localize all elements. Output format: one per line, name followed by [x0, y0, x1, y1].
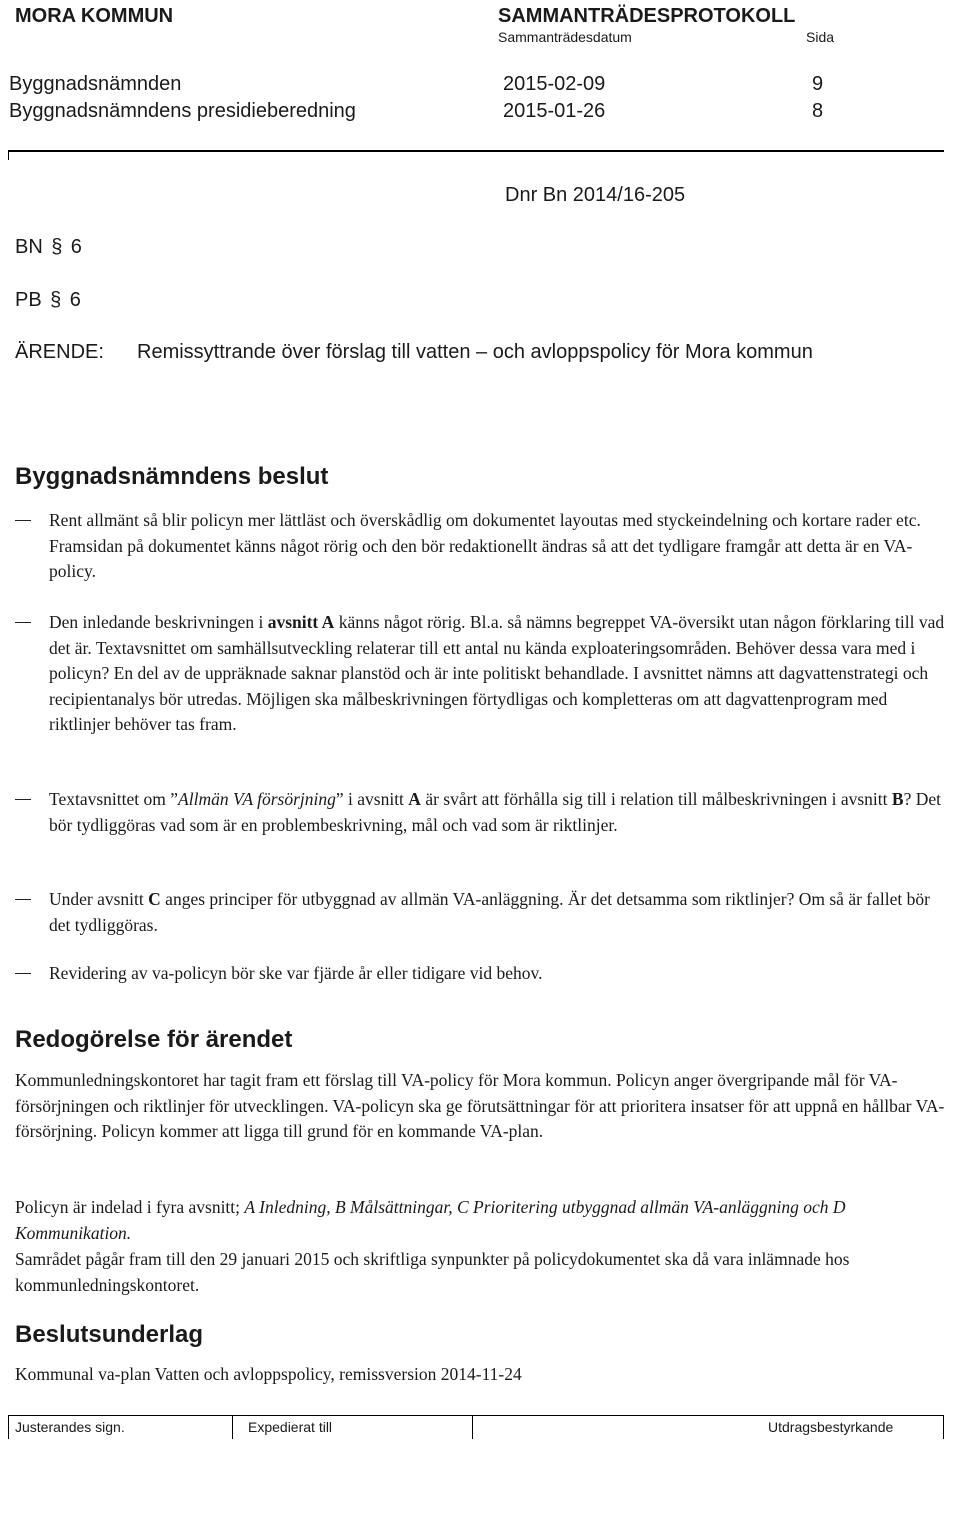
org-name: MORA KOMMUN	[15, 5, 174, 27]
bn-label: BN	[15, 236, 43, 258]
pb-label: PB	[15, 289, 42, 311]
list-item: Textavsnittet om ”Allmän VA försörjning” i avsnitt A är svårt att förhålla sig till i relation till målbeskrivningen i avsnitt B? Det bör tydliggöras vad som är en problembeskrivning, mål och vad som är riktlinjer.	[15, 787, 945, 838]
section-heading-beslut	[15, 463, 328, 491]
underlag-text: Kommunal va-plan Vatten och avloppspolicy, remissversion 2014-11-24	[15, 1364, 522, 1384]
footer-rule	[8, 1415, 944, 1416]
header-rule	[8, 150, 944, 152]
section-heading-underlag	[15, 1321, 203, 1349]
footer-justerandes: Justerandes sign.	[15, 1419, 125, 1435]
dash-bullet	[15, 799, 31, 800]
page-number-2: 8	[812, 100, 824, 122]
body-name-2: Byggnadsnämndens presidieberedning	[9, 100, 356, 122]
footer-utdrag: Utdragsbestyrkande	[768, 1419, 894, 1435]
dash-bullet	[15, 622, 31, 623]
list-item: Revidering av va-policyn bör ske var fjärde år eller tidigare vid behov.	[15, 961, 945, 987]
list-item: Rent allmänt så blir policyn mer lättläst och överskådlig om dokumentet layoutas med styckeindelning och kortare rader etc. Framsidan på dokumentet känns något rörig och den bör redaktionellt ändras så att det tydligare framgår att detta är en VA-policy.	[15, 508, 945, 585]
bn-paragraph	[15, 236, 82, 259]
section-sign: §	[50, 289, 62, 311]
list-item: Den inledande beskrivningen i avsnitt A känns något rörig. Bl.a. så nämns begreppet VA-översikt utan någon förklaring till vad det är. Textavsnittet om samhällsutveckling relaterar till ett antal nu kända exploateringsområden. Behöver dessa vara med i policyn? En del av de uppräknade saknar planstöd och är inte politiskt behandlade. I avsnittet nämns att dagvattenstrategi och recipientanalys bör utredas. Möjligen ska målbeskrivningen förtydligas och kompletteras om att dagvattenprogram med riktlinjer behöver tas fram.	[15, 610, 945, 738]
page-number-1: 9	[812, 73, 824, 95]
section-heading-redogorelse	[15, 1026, 292, 1054]
document-type: SAMMANTRÄDESPROTOKOLL	[498, 5, 796, 27]
samrad-paragraph: Samrådet pågår fram till den 29 januari 2015 och skriftliga synpunkter på policydokumentet ska då vara inlämnade hos kommunledningskontoret.	[15, 1249, 850, 1295]
policy-sections-paragraph: Policyn är indelad i fyra avsnitt; A Inledning, B Målsättningar, C Prioritering utbyggnad allmän VA-anläggning och D Kommunikation.	[15, 1197, 846, 1243]
beslut-list	[15, 887, 945, 938]
arende-text: Remissyttrande över förslag till vatten – och avloppspolicy för Mora kommun	[137, 341, 813, 363]
page-column-label: Sida	[806, 29, 835, 45]
footer-divider	[8, 1415, 9, 1439]
header-rule-tick	[8, 150, 9, 160]
section-sign: §	[51, 236, 63, 258]
date-column-label: Sammanträdesdatum	[498, 29, 632, 45]
dash-bullet	[15, 973, 31, 974]
beslut-list	[15, 508, 945, 585]
beslut-list	[15, 787, 945, 838]
beslut-list	[15, 961, 945, 987]
body-name-1: Byggnadsnämnden	[9, 73, 182, 95]
dnr: Dnr Bn 2014/16-205	[505, 184, 686, 206]
footer-divider	[472, 1415, 473, 1439]
meeting-date-2: 2015-01-26	[503, 100, 606, 122]
footer-divider	[232, 1415, 233, 1439]
pb-paragraph	[15, 289, 81, 312]
dash-bullet	[15, 899, 31, 900]
arende-label: ÄRENDE:	[15, 341, 104, 363]
underlag-heading: Beslutsunderlag	[15, 1321, 204, 1348]
meeting-date-1: 2015-02-09	[503, 73, 606, 95]
dash-bullet	[15, 520, 31, 521]
pb-number: 6	[69, 289, 81, 311]
beslut-heading: Byggnadsnämndens beslut	[15, 463, 329, 490]
list-item: Under avsnitt C anges principer för utbyggnad av allmän VA-anläggning. Är det detsamma som riktlinjer? Om så är fallet bör det tydliggöras.	[15, 887, 945, 938]
redogorelse-paragraph: Kommunledningskontoret har tagit fram ett förslag till VA-policy för Mora kommun. Policyn anger övergripande mål för VA-försörjningen och riktlinjer för utvecklingen. VA-policyn ska ge förutsättningar för att prioritera insatser för att uppnå en hållbar VA-försörjning. Policyn kommer att ligga till grund för en kommande VA-plan.	[15, 1070, 945, 1141]
beslut-list	[15, 610, 945, 738]
bn-number: 6	[70, 236, 82, 258]
redogorelse-heading: Redogörelse för ärendet	[15, 1026, 293, 1053]
footer-expedierat: Expedierat till	[248, 1419, 333, 1435]
footer-divider	[943, 1415, 944, 1439]
